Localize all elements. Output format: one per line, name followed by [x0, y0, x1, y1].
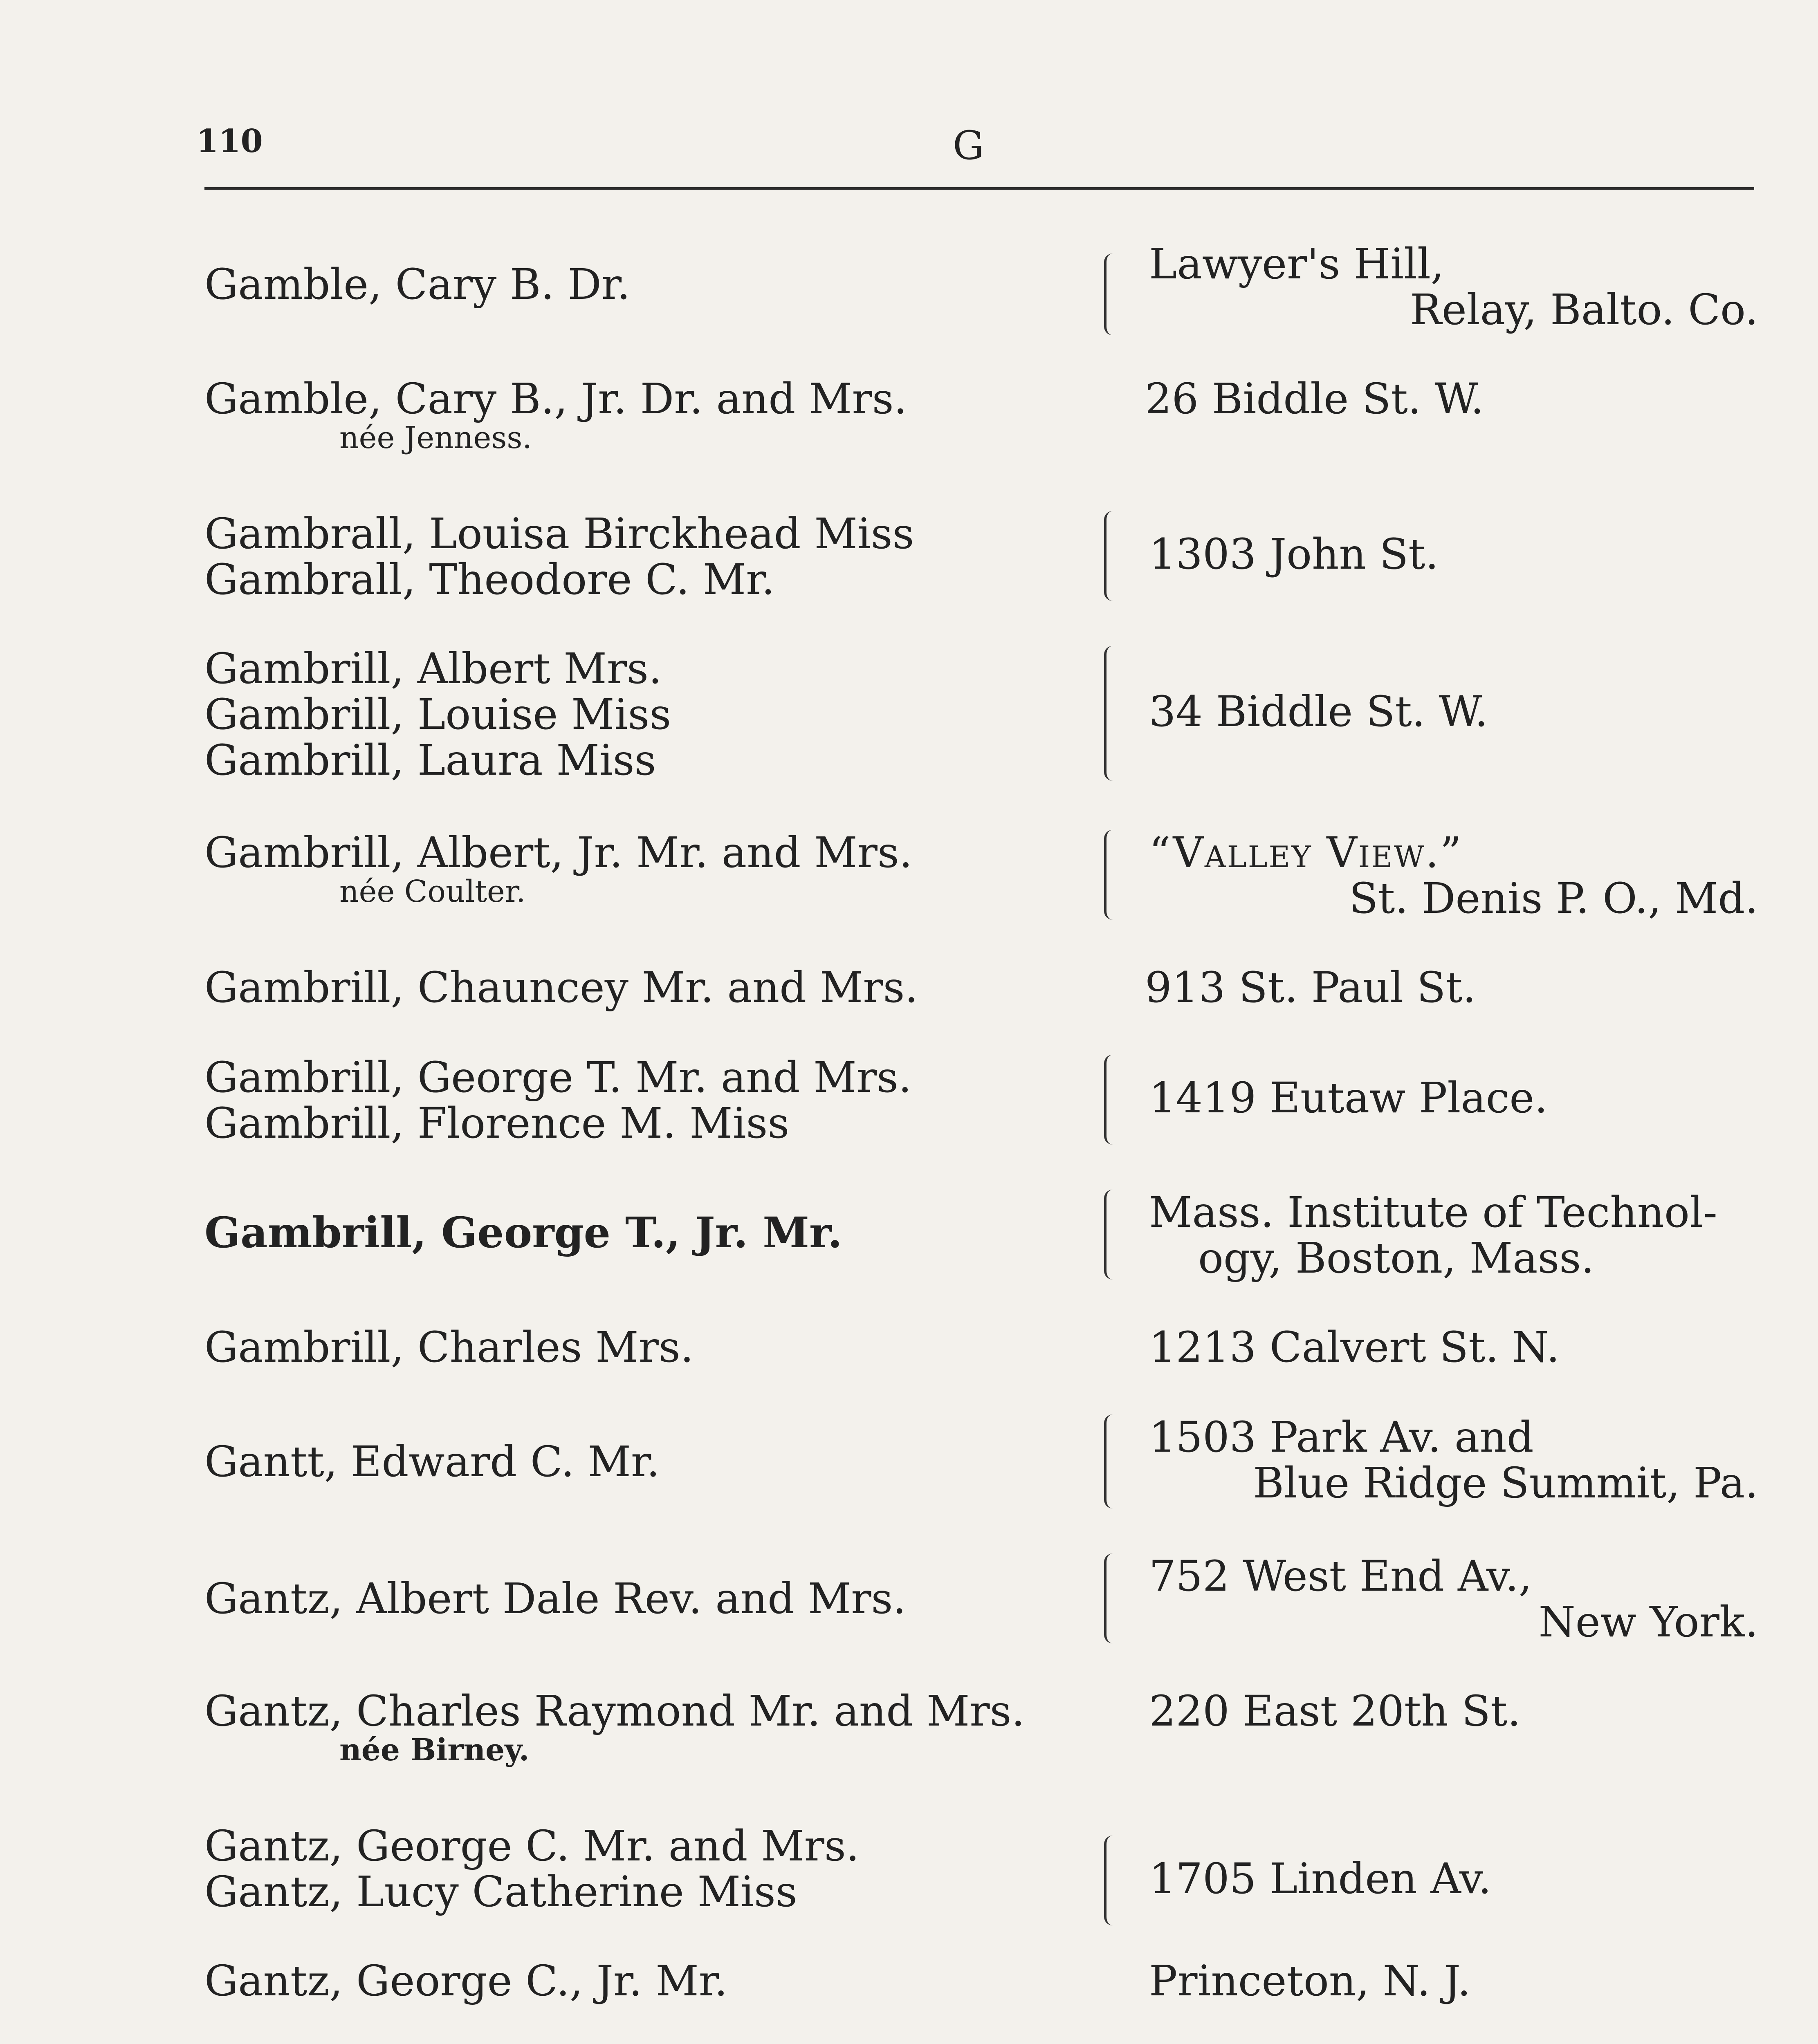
entry-name: Gantz, George C., Jr. Mr. [204, 1957, 728, 2006]
header-rule [204, 187, 1754, 190]
brace-bracket [1104, 1414, 1121, 1508]
address-line: New York. [1538, 1598, 1758, 1647]
address-line: 26 Biddle St. W. [1145, 374, 1484, 424]
address-line: Blue Ridge Summit, Pa. [1253, 1459, 1758, 1508]
address-line: 1303 John St. [1149, 530, 1439, 579]
page-number: 110 [196, 123, 263, 160]
entry-name: Gambrill, Florence M. Miss [204, 1099, 790, 1148]
entry-name: Gambrill, Charles Mrs. [204, 1323, 694, 1372]
brace-bracket [1104, 830, 1121, 920]
address-line: Princeton, N. J. [1149, 1957, 1471, 2006]
address-line: 1705 Linden Av. [1149, 1854, 1492, 1903]
maiden-name: née Birney. [339, 1732, 530, 1768]
address-line: 1419 Eutaw Place. [1149, 1074, 1548, 1123]
address-line: “Valley View.” [1149, 828, 1463, 877]
brace-bracket [1104, 1553, 1121, 1643]
section-letter: G [953, 123, 984, 168]
brace-bracket [1104, 646, 1121, 781]
entry-name: Gambrill, George T. Mr. and Mrs. [204, 1053, 912, 1102]
entry-name: Gantz, Lucy Catherine Miss [204, 1867, 797, 1916]
address-line: 1213 Calvert St. N. [1149, 1323, 1560, 1372]
brace-bracket [1104, 1055, 1121, 1145]
brace-bracket [1104, 511, 1121, 601]
entry-name: Gantz, Charles Raymond Mr. and Mrs. [204, 1687, 1025, 1736]
maiden-name: née Jenness. [339, 420, 532, 455]
entry-name: Gantz, George C. Mr. and Mrs. [204, 1822, 860, 1871]
brace-bracket [1104, 1190, 1121, 1280]
entry-name: Gambrill, Albert Mrs. [204, 644, 662, 693]
entry-name: Gantz, Albert Dale Rev. and Mrs. [204, 1574, 907, 1623]
address-line: 34 Biddle St. W. [1149, 687, 1488, 736]
entry-name: Gambrill, Albert, Jr. Mr. and Mrs. [204, 828, 913, 877]
entry-name: Gambrill, Louise Miss [204, 690, 671, 739]
entry-name: Gantt, Edward C. Mr. [204, 1437, 660, 1486]
entry-name: Gambrill, Chauncey Mr. and Mrs. [204, 963, 918, 1012]
address-line: 752 West End Av., [1149, 1552, 1532, 1601]
address-line: Mass. Institute of Technol- [1149, 1188, 1717, 1237]
entry-name: Gambrill, Laura Miss [204, 736, 656, 785]
entry-name: Gamble, Cary B. Dr. [204, 260, 631, 309]
address-line: 220 East 20th St. [1149, 1687, 1521, 1736]
address-line: Lawyer's Hill, [1149, 240, 1444, 289]
address-line: ogy, Boston, Mass. [1198, 1234, 1595, 1283]
entry-name: Gambrall, Theodore C. Mr. [204, 555, 775, 604]
address-line: Relay, Balto. Co. [1410, 285, 1758, 334]
brace-bracket [1104, 253, 1121, 335]
maiden-name: née Coulter. [339, 874, 526, 909]
entry-name: Gamble, Cary B., Jr. Dr. and Mrs. [204, 374, 907, 424]
brace-bracket [1104, 1836, 1121, 1925]
address-line: 1503 Park Av. and [1149, 1413, 1534, 1462]
address-line: 913 St. Paul St. [1145, 963, 1476, 1012]
entry-name: Gambrall, Louisa Birckhead Miss [204, 509, 914, 558]
address-line: St. Denis P. O., Md. [1349, 874, 1758, 923]
entry-name: Gambrill, George T., Jr. Mr. [204, 1208, 842, 1257]
